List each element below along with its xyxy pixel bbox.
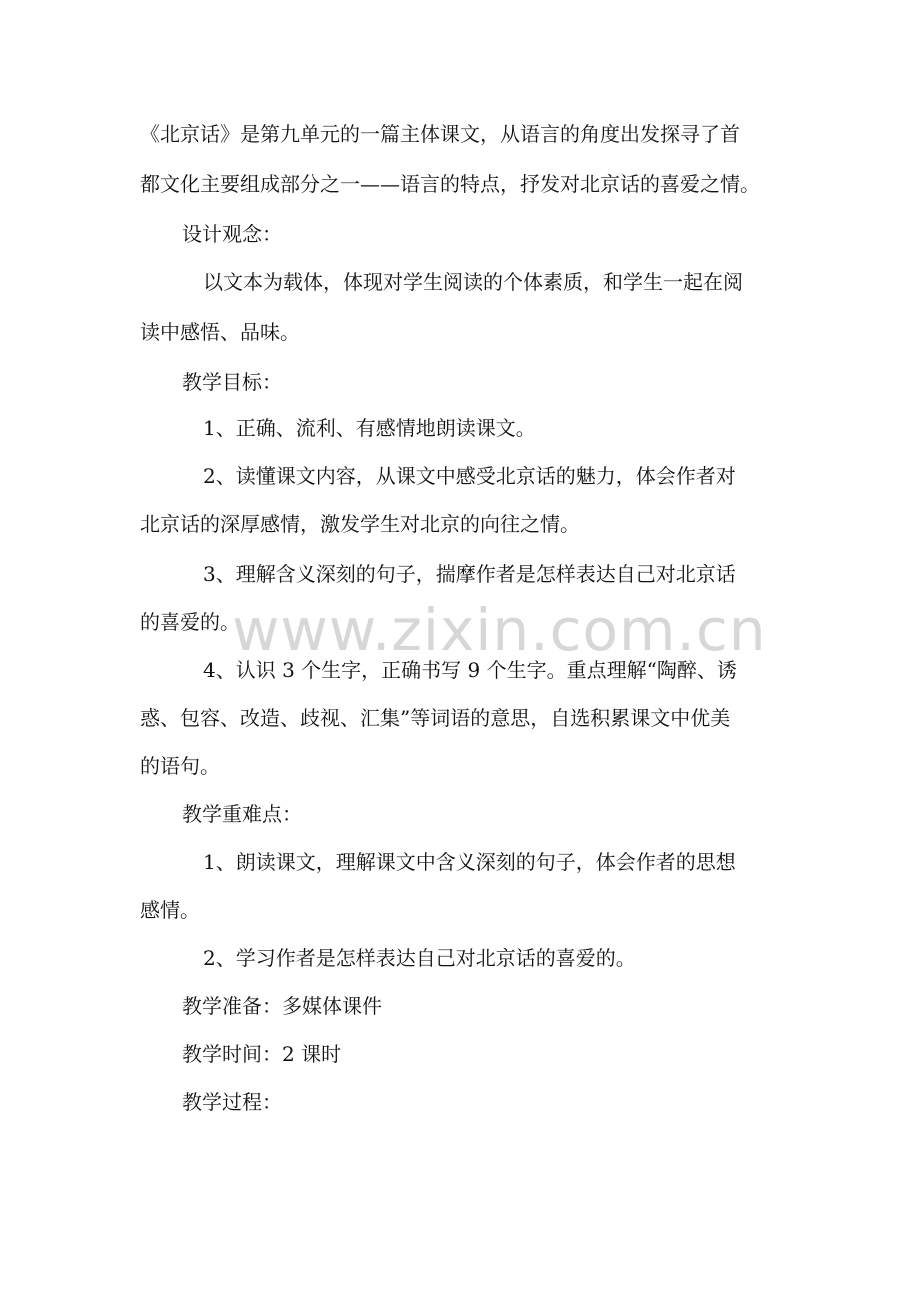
goal-2-line-1: 2、读懂课文内容，从课文中感受北京话的魅力，体会作者对 [203,464,736,488]
goal-3-line-2: 的喜爱的。 [140,610,240,634]
site-watermark: www.zixin.com.cn [232,596,767,664]
goal-4-line-1: 4、认识 3 个生字，正确书写 9 个生字。重点理解“陶醉、诱 [203,658,737,682]
goal-2-line-2: 北京话的深厚感情，激发学生对北京的向往之情。 [140,512,580,536]
teaching-prep: 教学准备：多媒体课件 [182,994,382,1018]
teaching-process-heading: 教学过程： [182,1090,282,1114]
intro-line-1: 《北京话》是第九单元的一篇主体课文，从语言的角度出发探寻了首 [140,122,740,146]
goal-4-line-3: 的语句。 [140,754,220,778]
goal-4-line-2: 惑、包容、改造、歧视、汇集”等词语的意思，自选积累课文中优美 [140,706,731,730]
teaching-time: 教学时间：2 课时 [182,1042,342,1066]
design-line-2: 读中感悟、品味。 [140,320,300,344]
key-points-heading: 教学重难点： [182,802,302,826]
intro-line-2: 都文化主要组成部分之一——语言的特点，抒发对北京话的喜爱之情。 [140,172,760,196]
goal-3-line-1: 3、理解含义深刻的句子，揣摩作者是怎样表达自己对北京话 [203,562,736,586]
goals-heading: 教学目标： [182,370,282,394]
key-point-1-line-1: 1、朗读课文，理解课文中含义深刻的句子，体会作者的思想 [203,850,736,874]
key-point-2: 2、学习作者是怎样表达自己对北京话的喜爱的。 [203,946,636,970]
key-point-1-line-2: 感情。 [140,898,200,922]
design-line-1: 以文本为载体，体现对学生阅读的个体素质，和学生一起在阅 [203,270,743,294]
design-heading: 设计观念： [182,222,282,246]
goal-1: 1、正确、流利、有感情地朗读课文。 [203,416,536,440]
